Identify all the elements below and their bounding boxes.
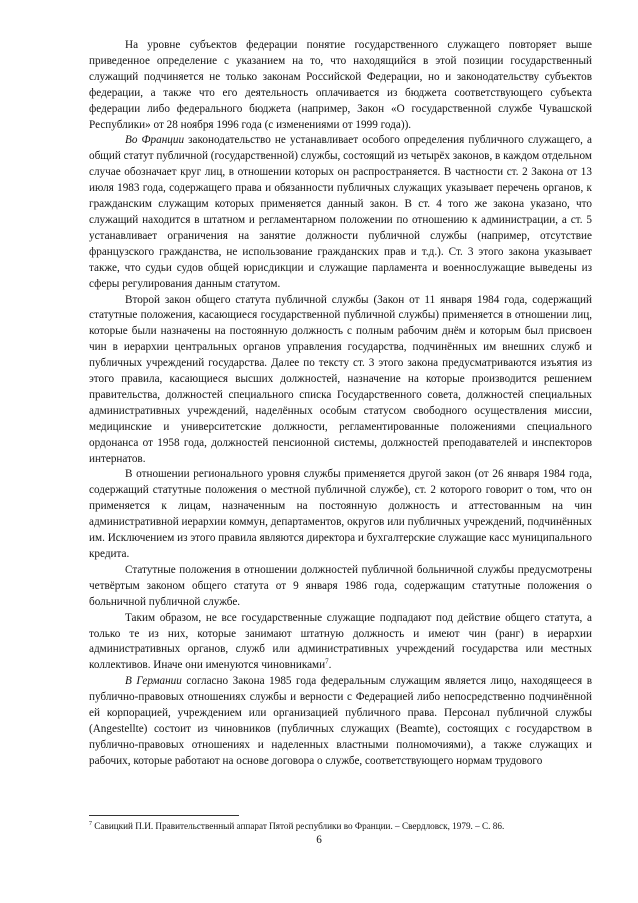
paragraph: Таким образом, не все государственные служащие подпадают под действие общего статута, а только те из них, которые занимают штатную должность и имеют чин (ранг) в иерархии административных органов, служб или административных учреждений государства или местных коллективов. Иначе они именуются чиновниками$^7$. — [89, 611, 592, 672]
paragraph-text: Таким образом, не все государственные служащие подпадают под действие общего статута, а только те из них, которые занимают штатную должность и имеют чин (ранг) в иерархии административных органов, служб или административных учреждений государства или местных коллективов. Иначе они именуются чиновниками — [89, 611, 592, 672]
paragraph-text: согласно Закона 1985 года федеральным служащим является лицо, находящееся в публично-правовых отношениях службы и верности с Федерацией либо непосредственно подчинённой ей корпорацией, учреждением или организацией публичного права. Персонал публичной службы (Angestellte) состоит из чиновников (публичных служащих (Beamte), состоящих с государством в публично-правовых отношениях и наделенных властными полномочиями), а также служащих и рабочих, которые работают на основе договора о службе, соответствующего нормам трудового — [89, 675, 592, 767]
paragraph — [89, 293, 592, 468]
country-heading-germany: В Германии — [125, 675, 182, 688]
paragraph-text: Статутные положения в отношении должностей публичной больничной службы предусмотрены четвёртым законом общего статута от 9 января 1986 года, содержащим статутные положения о больничной публичной службе. — [89, 563, 592, 608]
footnote-reference[interactable]: 7 — [325, 657, 329, 666]
paragraph-text: На уровне субъектов федерации понятие государственного служащего повторяет выше приведенное определение с указанием на то, что находящийся в этой позиции государственный служащий подчиняется не только законам Российской Федерации, но и законодательству субъектов федерации, а также что его деятельность оплачивается из бюджета соответствующего субъекта федерации либо федерального бюджета (например, Закон «О государственной службе Чувашской Республики» от 28 ноября 1996 года (с изменениями от 1999 года)). — [89, 39, 592, 131]
paragraph-text: Второй закон общего статута публичной службы (Закон от 11 января 1984 года, содержащий статутные положения, касающиеся государственной публичной службы) применяется в отношении лиц, которые были назначены на постоянную должность с полным рабочим днём и которым был присвоен чин в иерархии центральных органов управления государства, подчинённых им внешних служб и публичных учреждений государства. Далее по тексту ст. 3 этого закона предусматриваются изъятия из этого правила, касающиеся высших должностей, назначение на которые производится решением правительства, должностей специального списка Государственного совета, должностей специальных административных учреждений, наделённых особым статусом свободного осуществления миссии, медицинские и университетские должности, регламентированные положениями специального ордонанса от 1958 года, должностей пенсионной системы, должностей преподавателей и инспекторов интернатов. — [89, 293, 592, 465]
footnote — [89, 820, 599, 832]
paragraph — [89, 563, 592, 611]
paragraph-text: В отношении регионального уровня службы применяется другой закон (от 26 января 1984 года, содержащий статутные положения о местной публичной службе), ст. 2 которого говорит о том, что он применяется к лицам, назначенным на постоянную должность и аттестованным на чин административной иерархии коммун, департаментов, округов или публичных учреждений, подчинённых им. Исключением из этого правила являются директора и бухгалтерские служащие касс муниципального кредита. — [89, 468, 592, 560]
paragraph — [89, 674, 592, 769]
paragraph — [89, 133, 592, 292]
body-text — [89, 38, 592, 770]
footnote-marker: 7 — [89, 820, 92, 827]
paragraph — [89, 38, 592, 133]
page-number: 6 — [316, 834, 322, 846]
country-heading-france: Во Франции — [125, 134, 185, 147]
footnote-text: Савицкий П.И. Правительственный аппарат Пятой республики во Франции. – Свердловск, 1979. – С. 86. — [92, 821, 505, 831]
paragraph-text: законодательство не устанавливает особого определения публичного служащего, а общий статут публичной (государственной) службы, состоящий из четырёх законов, в каждом отдельном случае обозначает круг лиц, в отношении которых он распространяется. В частности ст. 2 Закона от 13 июля 1983 года, содержащего права и обязанности публичных служащих указывает перечень органов, к гражданским служащим которых применяется данный закон. В ст. 4 того же закона указано, что служащий находится в штатном и регламентарном положении по отношению к администрации, а ст. 5 устанавливает ограничения на занятие должности публичной службы (например, отсутствие французского гражданства, не использование гражданских прав и т.д.). Ст. 3 этого закона указывает также, что судьи судов общей юрисдикции и служащие парламента и военнослужащие выведены из сферы регулирования данным статутом. — [89, 134, 593, 290]
footnote-divider — [89, 815, 239, 816]
paragraph — [89, 467, 592, 562]
